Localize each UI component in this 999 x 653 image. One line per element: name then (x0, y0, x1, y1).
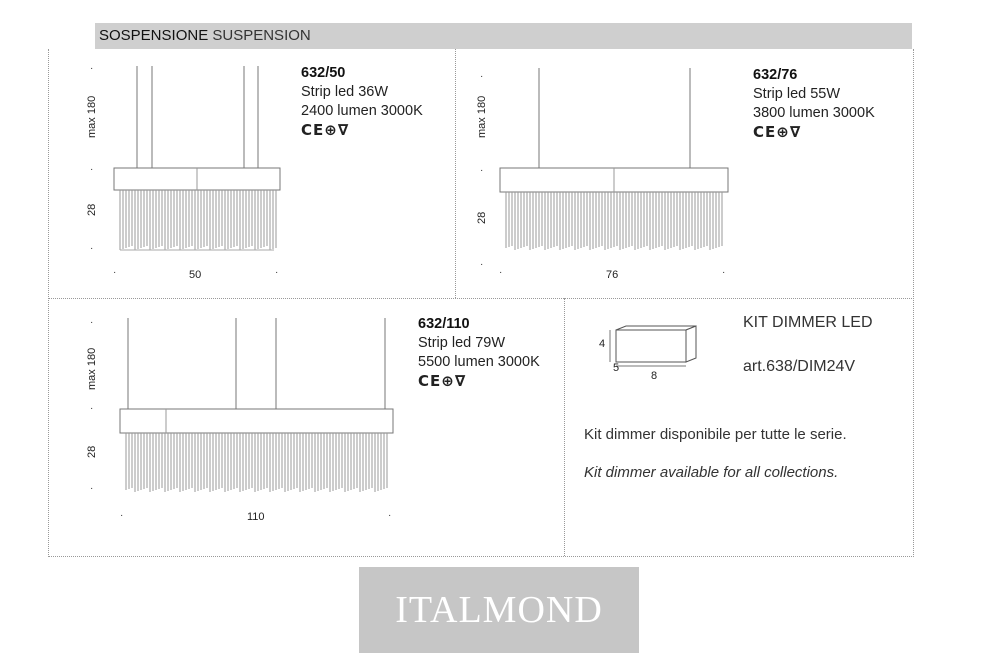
product-power: Strip led 55W (753, 86, 841, 102)
dim-dot: · (90, 243, 94, 254)
body-height-label: 28 (86, 445, 98, 458)
product-power: Strip led 36W (301, 84, 389, 100)
dim-dot: · (275, 267, 279, 278)
dim-dot: · (90, 483, 94, 494)
dimmer-box-drawing (600, 326, 700, 386)
certification-marks: CE⊕∇ (301, 121, 350, 139)
kit-article: art.638/DIM24V (743, 358, 856, 375)
max-height-label: max 180 (86, 95, 98, 138)
dim-dot: · (480, 71, 484, 82)
dim-dot: · (388, 510, 392, 521)
dim-dot: · (90, 403, 94, 414)
spec-block (753, 66, 875, 142)
product-lumen: 5500 lumen 3000K (418, 354, 540, 370)
product-power: Strip led 79W (418, 335, 506, 351)
width-label: 76 (606, 269, 619, 281)
product-lumen: 3800 lumen 3000K (753, 105, 875, 121)
dim-dot: · (480, 165, 484, 176)
section-header (95, 23, 912, 49)
width-label: 50 (189, 269, 202, 281)
width-label: 110 (247, 511, 265, 523)
dim-dot: · (722, 267, 726, 278)
dim-dot: · (480, 259, 484, 270)
header-title-en: SUSPENSION (212, 27, 311, 44)
dim-dot: · (90, 63, 94, 74)
spec-block (301, 64, 423, 140)
certification-marks: CE⊕∇ (753, 123, 802, 141)
product-code: 632/50 (301, 65, 346, 81)
product-code: 632/76 (753, 67, 798, 83)
kit-note-en: Kit dimmer available for all collections. (584, 464, 839, 481)
max-height-label: max 180 (86, 347, 98, 390)
product-lumen: 2400 lumen 3000K (301, 103, 423, 119)
dimmer-depth-label: 5 (613, 362, 620, 374)
certification-marks: CE⊕∇ (418, 372, 467, 390)
kit-title: KIT DIMMER LED (743, 314, 873, 331)
body-height-label: 28 (86, 203, 98, 216)
max-height-label: max 180 (476, 95, 488, 138)
dim-dot: · (499, 267, 503, 278)
spec-block (418, 315, 540, 391)
dim-dot: · (90, 317, 94, 328)
dim-dot: · (120, 510, 124, 521)
body-height-label: 28 (476, 211, 488, 224)
dim-dot: · (90, 164, 94, 175)
divider-vertical-bottom (564, 298, 565, 556)
dimmer-height-label: 4 (599, 338, 606, 350)
kit-note-it: Kit dimmer disponibile per tutte le serie. (584, 426, 847, 443)
divider-vertical-top (455, 49, 456, 298)
header-title-it: SOSPENSIONE (99, 27, 209, 44)
product-code: 632/110 (418, 316, 470, 332)
divider-horizontal (48, 298, 912, 299)
dimmer-width-label: 8 (651, 370, 658, 382)
lamp-drawing-632-110 (110, 310, 410, 530)
lamp-drawing-632-50 (100, 60, 300, 260)
dim-dot: · (113, 267, 117, 278)
lamp-drawing-632-76 (490, 60, 750, 260)
brand-logo: ITALMOND (359, 567, 639, 653)
